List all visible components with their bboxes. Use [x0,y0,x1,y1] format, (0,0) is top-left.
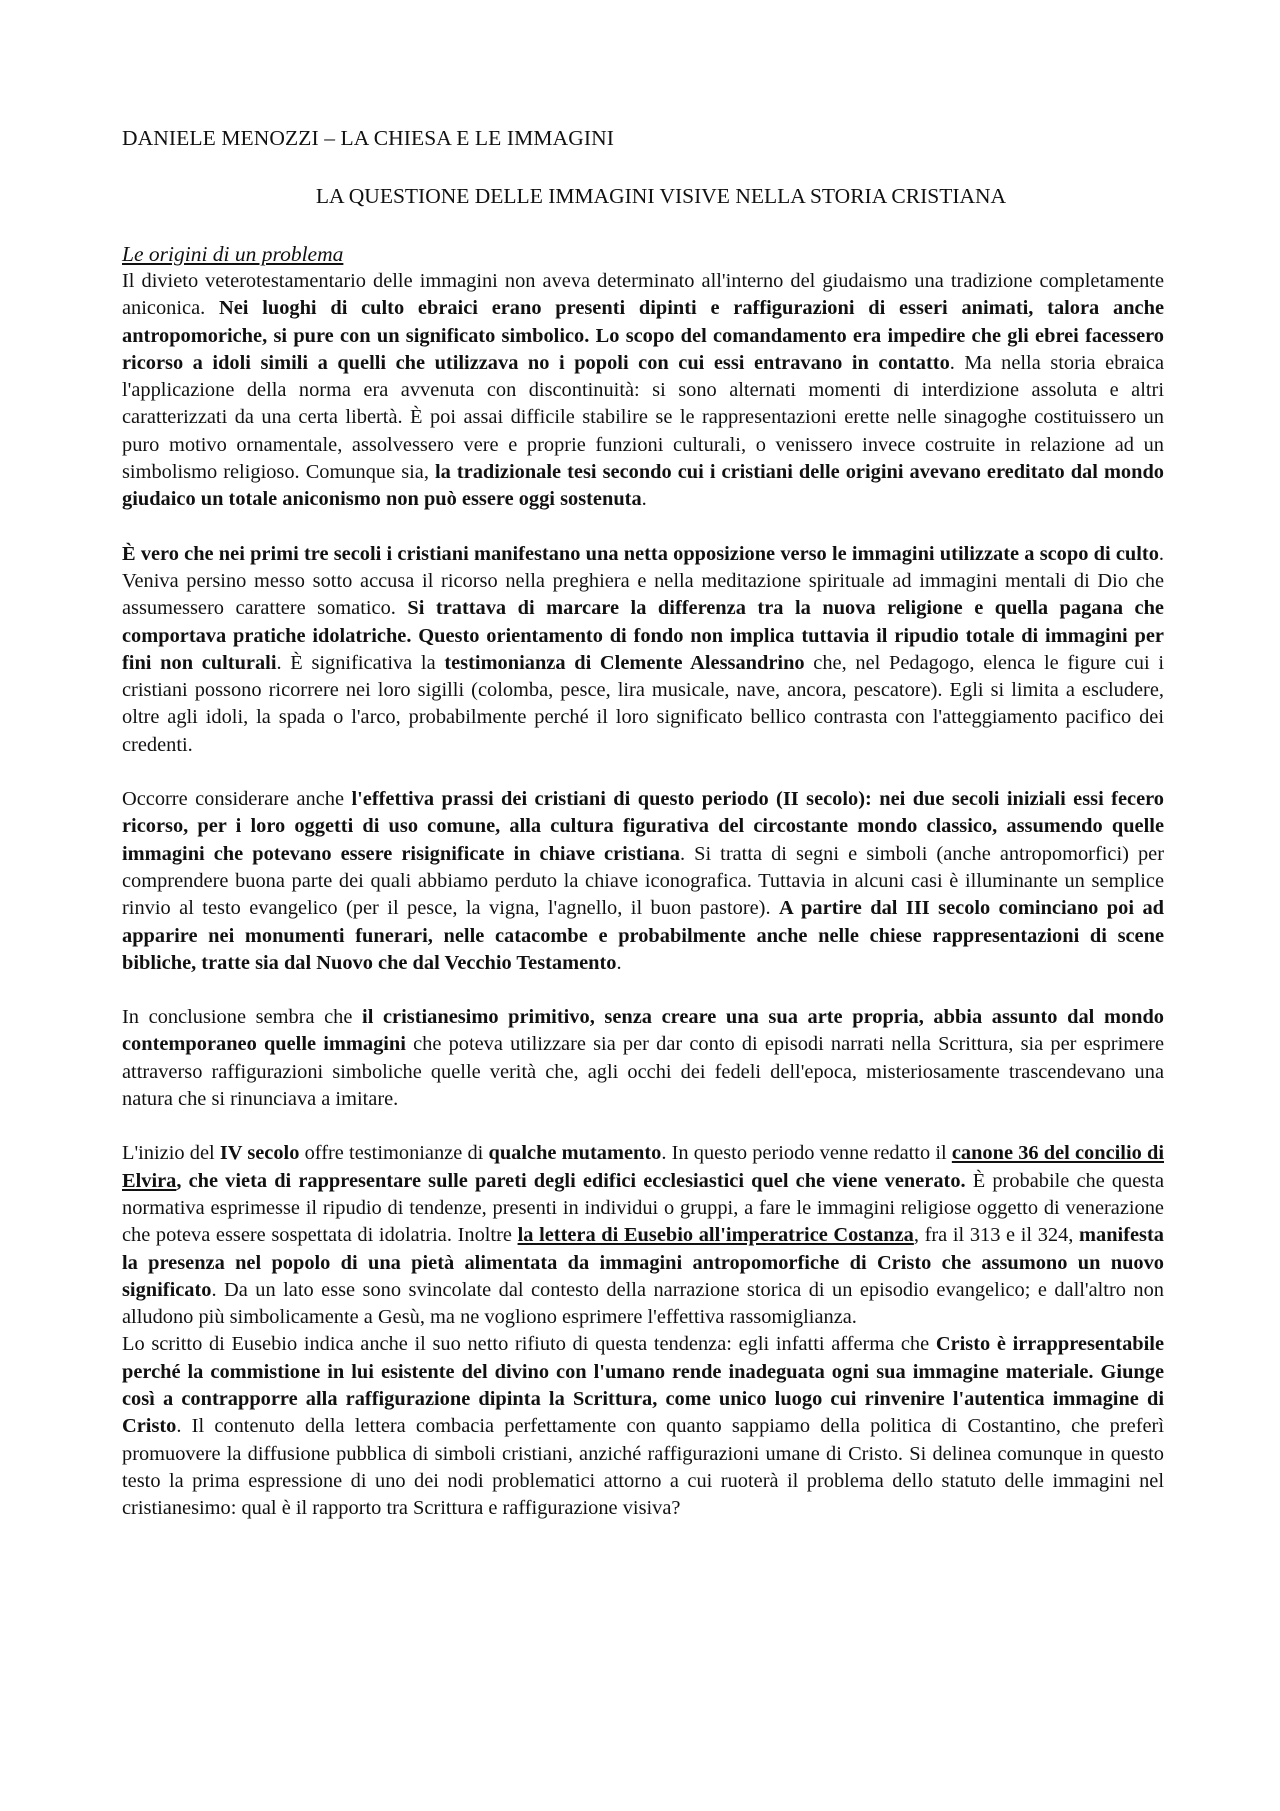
paragraph-1 [122,268,1164,514]
text-run: Lo scritto di Eusebio indica anche il suo netto rifiuto di questa tendenza: egli infatti afferma che [122,1333,936,1356]
text-run: . Veniva persino messo sotto accusa il ricorso nella preghiera e nella meditazione spirituale ad immagini mentali di Dio che assumessero carattere somatico. [122,542,1164,620]
letter-reference: la lettera di Eusebio all'imperatrice Costanza [517,1224,914,1247]
text-run: che, nel Pedagogo, elenca le figure cui i cristiani possono ricorrere nei loro sigilli (colomba, pesce, lira musicale, nave, ancora, pescatore). Egli si limita a escludere, oltre agli idoli, la spada o l'arco, probabilmente perché il loro significato bellico contrasta con l'atteggiamento pacifico dei credenti. [122,651,1165,756]
bold-run: l'effettiva prassi dei cristiani di questo periodo (II secolo): nei due secoli iniziali essi fecero ricorso, per i loro oggetti di uso comune, alla cultura figurativa del circostante mondo classico, assumendo quelle immagini che potevano essere risignificate in chiave cristiana [122,788,1164,865]
text-run: , fra il 313 e il 324, [913,1224,1080,1247]
bold-run: Si trattava di marcare la differenza tra la nuova religione e quella pagana che comportava pratiche idolatriche. Questo orientamento di fondo non implica tuttavia il ripudio totale di immagini per fini non culturali [122,597,1164,674]
text-run: . [616,951,622,974]
text-run: . In questo periodo venne redatto il [661,1142,952,1165]
text-run: . [641,488,647,511]
bold-run: testimonianza di Clemente Alessandrino [444,651,805,674]
text-run: . Da un lato esse sono svincolate dal contesto della narrazione storica di un episodio evangelico; e dall'altro non alludono più simbolicamente a Gesù, ma ne vogliono esprimere l'effettiva rassomiglianza. [122,1278,1164,1329]
text-run: che poteva utilizzare sia per dar conto di episodi narrati nella Scrittura, sia per esprimere attraverso raffigurazioni simboliche quelle verità che, agli occhi dei fedeli dell'epoca, misteriosamente trascendevano una natura che si rinunciava a imitare. [122,1033,1164,1111]
text-run: Occorre considerare anche [122,788,352,811]
paragraph-4 [122,1004,1164,1113]
bold-run: Cristo è irrappresentabile perché la commistione in lui esistente del divino con l'umano rende inadeguata ogni sua immagine materiale. Giunge così a contrapporre alla raffigurazione dipinta la Scrittura, come unico luogo cui rinvenire l'autentica immagine di Cristo [122,1333,1165,1438]
text-run: . Si tratta di segni e simboli (anche antropomorfici) per comprendere buona parte dei quali abbiamo perduto la chiave iconografica. Tuttavia in alcuni casi è illuminante un semplice rinvio al testo evangelico (per il pesce, la vigna, l'agnello, il buon pastore). [122,842,1164,920]
paragraph-5 [122,1140,1164,1331]
bold-run: il cristianesimo primitivo, senza creare una sua arte propria, abbia assunto dal mondo contemporaneo quelle immagini [122,1006,1164,1056]
text-run: . Il contenuto della lettera combacia perfettamente con quanto sappiamo della politica di Costantino, che preferì promuovere la diffusione pubblica di simboli cristiani, anziché raffigurazioni umane di Cristo. Si delinea comunque in questo testo la prima espressione di uno dei nodi problematici attorno a cui ruoterà il problema dello statuto delle immagini nel cristianesimo: qual è il rapporto tra Scrittura e raffigurazione visiva? [122,1415,1164,1520]
text-run: . Ma nella storia ebraica l'applicazione della norma era avvenuta con discontinuità: si sono alternati momenti di interdizione assoluta e altri caratterizzati da una certa libertà. È poi assai difficile stabilire se le rappresentazioni erette nelle sinagoghe costituissero un puro motivo ornamentale, assolvessero vere e proprie funzioni culturali, o venissero invece costruite in relazione ad un simbolismo religioso. Comunque sia, [122,351,1164,484]
text-run: . È significativa la [276,651,445,674]
bold-run [518,1224,914,1246]
text-run: L'inizio del [122,1142,220,1165]
text-run: In conclusione sembra che [122,1006,363,1029]
paragraph-3 [122,786,1164,977]
document-header: DANIELE MENOZZI – LA CHIESA E LE IMMAGINI [122,126,614,150]
bold-run: Nei luoghi di culto ebraici erano presenti dipinti e raffigurazioni di esseri animati, talora anche antropomoriche, si pure con un significato simbolico. Lo scopo del comandamento era impedire che gli ebrei facessero ricorso a idoli simili a quelli che utilizzava no i popoli con cui essi entravano in contatto [122,297,1164,374]
bold-run: manifesta la presenza nel popolo di una pietà alimentata da immagini antropomorfiche di Cristo che assumono un nuovo significato [122,1224,1164,1301]
text-run: offre testimonianze di [299,1142,489,1165]
bold-run: la tradizionale tesi secondo cui i cristiani delle origini avevano ereditato dal mondo giudaico un totale aniconismo non può essere oggi sostenuta [122,461,1164,511]
section-title: Le origini di un problema [122,242,344,266]
paragraph-6 [122,1331,1164,1522]
document-subtitle: LA QUESTIONE DELLE IMMAGINI VISIVE NELLA STORIA CRISTIANA [315,184,1007,208]
text-run: Il divieto veterotestamentario delle immagini non aveva determinato all'interno del giudaismo una tradizione completamente aniconica. [122,270,1164,320]
text-run: È probabile che questa normativa esprimesse il ripudio di tendenze, presenti in individui o gruppi, a fare le immagini religiose oggetto di venerazione che poteva essere sospettata di idolatria. Inoltre [122,1169,1164,1247]
bold-run: , che vieta di rappresentare sulle pareti degli edifici ecclesiastici quel che viene venerato. [176,1169,966,1192]
canon-reference: canone 36 del concilio di Elvira [122,1142,1165,1192]
bold-run: qualche mutamento [488,1142,662,1165]
bold-run: IV secolo [219,1142,300,1165]
bold-run: A partire dal III secolo cominciano poi ad apparire nei monumenti funerari, nelle catacombe e probabilmente anche nelle chiese rappresentazioni di scene bibliche, tratte sia dal Nuovo che dal Vecchio Testamento [122,897,1164,974]
paragraph-2 [122,541,1164,759]
bold-run: È vero che nei primi tre secoli i cristiani manifestano una netta opposizione verso le immagini utilizzate a scopo di culto [122,542,1159,565]
